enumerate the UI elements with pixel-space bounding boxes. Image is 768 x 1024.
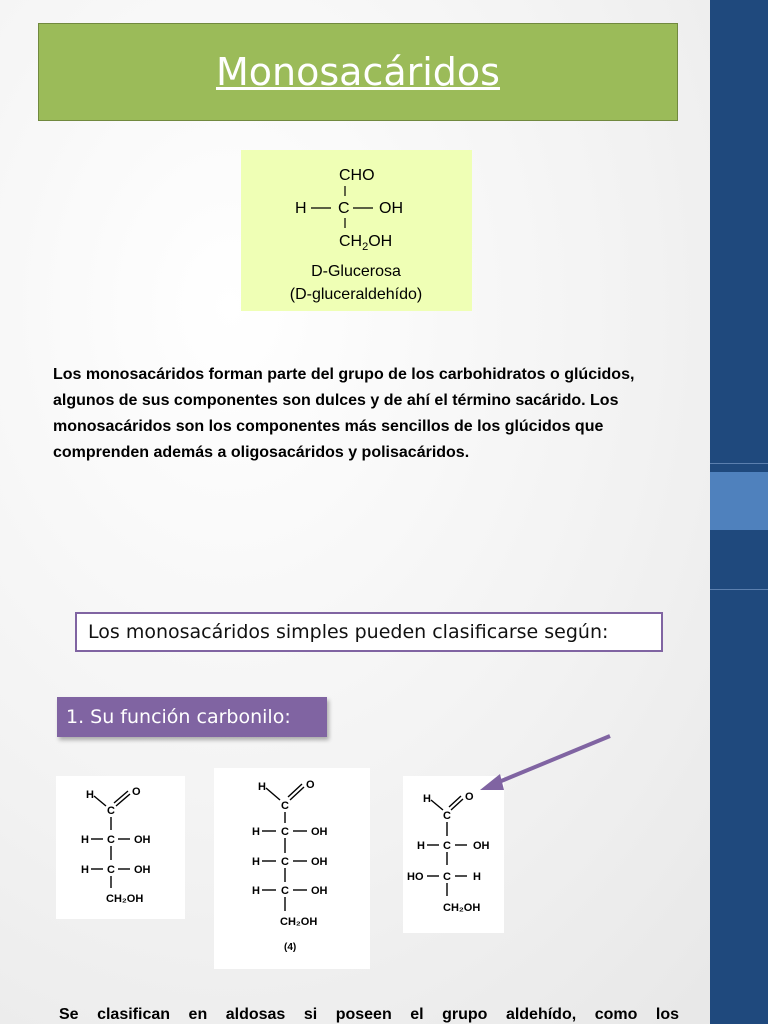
sidebar-divider-bottom <box>710 589 768 590</box>
svg-text:(4): (4) <box>284 942 297 953</box>
svg-text:OH: OH <box>311 826 328 838</box>
svg-text:H: H <box>258 781 266 793</box>
svg-text:OH: OH <box>311 885 328 897</box>
molecule-3 <box>403 776 504 933</box>
glucerosa-top-group: CHO <box>339 167 375 184</box>
molecule-2-svg <box>214 768 370 969</box>
svg-text:C: C <box>443 840 451 852</box>
svg-text:H: H <box>423 793 431 805</box>
classification-box: Los monosacáridos simples pueden clasificarse según: <box>75 612 663 652</box>
svg-text:C: C <box>443 871 451 883</box>
glucerosa-right-group: OH <box>379 200 403 217</box>
svg-text:C: C <box>443 810 451 822</box>
svg-text:CH₂OH: CH₂OH <box>443 902 481 914</box>
svg-text:O: O <box>306 779 315 791</box>
molecule-2 <box>214 768 370 969</box>
carbonyl-function-box: 1. Su función carbonilo: <box>57 697 327 737</box>
svg-text:C: C <box>281 885 289 897</box>
pointer-arrow-icon <box>470 728 620 798</box>
glucerosa-bottom-group: $CH_2OH$ <box>339 233 393 253</box>
svg-text:H: H <box>81 834 89 846</box>
svg-text:H: H <box>417 840 425 852</box>
svg-text:C: C <box>281 856 289 868</box>
glucerosa-center-atom: C <box>338 200 350 217</box>
sidebar-decoration <box>710 0 768 1024</box>
glucerosa-structure <box>241 150 472 311</box>
svg-text:H: H <box>252 885 260 897</box>
glucerosa-left-atom: H <box>295 200 307 217</box>
svg-text:C: C <box>281 826 289 838</box>
svg-text:CH₂OH: CH₂OH <box>106 893 144 905</box>
svg-text:OH: OH <box>311 856 328 868</box>
aldosas-text: Se clasifican en aldosas si poseen el grupo aldehído, como los <box>59 1006 679 1023</box>
slide-title: Monosacáridos <box>216 50 500 94</box>
svg-text:H: H <box>86 789 94 801</box>
svg-text:C: C <box>281 800 289 812</box>
svg-text:O: O <box>132 786 141 798</box>
svg-text:O: O <box>465 791 474 803</box>
sidebar-accent-block <box>710 472 768 530</box>
glucerosa-svg <box>241 150 472 311</box>
svg-text:OH: OH <box>473 840 490 852</box>
molecule-1-svg <box>56 776 185 919</box>
svg-text:H: H <box>252 856 260 868</box>
svg-text:H: H <box>81 864 89 876</box>
svg-text:C: C <box>107 864 115 876</box>
title-banner <box>38 23 678 121</box>
svg-text:HO: HO <box>407 871 424 883</box>
intro-paragraph: Los monosacáridos forman parte del grupo de los carbohidratos o glúcidos, algunos de sus componentes son dulces y de ahí el término sacárido. Los monosacáridos son los componentes más sencillos de los glúcidos que comprenden además a oligosacáridos y polisacáridos. <box>53 366 635 461</box>
sidebar-divider-top <box>710 463 768 464</box>
svg-text:OH: OH <box>134 834 151 846</box>
svg-text:C: C <box>107 805 115 817</box>
molecule-1 <box>56 776 185 919</box>
svg-text:CH₂OH: CH₂OH <box>280 916 318 928</box>
svg-text:OH: OH <box>134 864 151 876</box>
svg-text:H: H <box>252 826 260 838</box>
svg-text:H: H <box>473 871 481 883</box>
glucerosa-name: D-Glucerosa <box>311 263 401 280</box>
svg-text:C: C <box>107 834 115 846</box>
molecule-3-svg <box>403 776 504 933</box>
glucerosa-alt-name: (D-gluceraldehído) <box>289 286 423 303</box>
